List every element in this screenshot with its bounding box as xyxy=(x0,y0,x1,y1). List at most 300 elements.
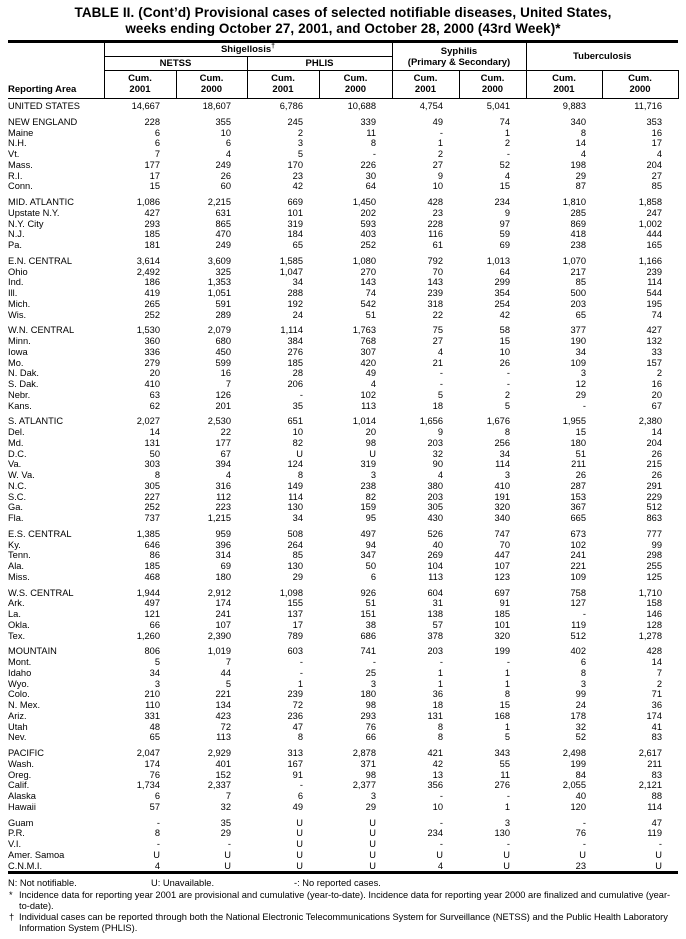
value-cell: 1,810 xyxy=(562,197,586,207)
value-cell: 1,353 xyxy=(207,277,231,288)
value-cell: 199 xyxy=(494,646,510,657)
value-cell: 2 xyxy=(656,368,663,379)
value-cell: 55 xyxy=(499,758,510,769)
value-cell: 180 xyxy=(215,571,231,582)
table-row xyxy=(8,609,678,620)
value-cell: 247 xyxy=(646,207,663,218)
value-cell: 4 xyxy=(437,346,443,357)
value-cell: - xyxy=(439,839,443,849)
table-row xyxy=(8,818,678,829)
value-cell: 203 xyxy=(427,437,443,448)
value-cell: 1,166 xyxy=(638,255,663,266)
value-cell: 50 xyxy=(149,448,160,459)
value-cell: U xyxy=(503,860,510,871)
reporting-area-cell: V.I. xyxy=(8,839,22,849)
col-header-phlis-2001: Cum. 2001 xyxy=(247,71,319,99)
value-cell: 87 xyxy=(575,181,586,192)
table-row xyxy=(8,181,678,192)
value-cell: 314 xyxy=(215,550,231,561)
value-cell: 427 xyxy=(646,325,663,336)
table-row xyxy=(8,427,678,438)
value-cell: 305 xyxy=(427,502,443,513)
reporting-area-cell: N. Mex. xyxy=(8,700,41,710)
value-cell: 4 xyxy=(437,470,443,480)
value-cell: 38 xyxy=(365,619,376,630)
table-row xyxy=(8,722,678,733)
value-cell: 255 xyxy=(646,561,663,571)
value-cell: 82 xyxy=(292,437,303,448)
value-cell: 62 xyxy=(149,400,160,411)
value-cell: 236 xyxy=(287,710,303,721)
col-header-syphilis-2001: Cum. 2001 xyxy=(392,71,459,99)
value-cell: 18 xyxy=(432,400,443,411)
value-cell: 1,710 xyxy=(638,587,663,598)
table-row xyxy=(8,256,678,267)
value-cell: 29 xyxy=(365,801,376,812)
value-cell: 17 xyxy=(149,170,160,181)
value-cell: 2,079 xyxy=(207,325,231,336)
value-cell: 51 xyxy=(365,598,376,609)
value-cell: 185 xyxy=(287,357,303,368)
value-cell: U xyxy=(369,860,376,871)
value-cell: 1 xyxy=(504,801,510,812)
reporting-area-cell: Mass. xyxy=(8,159,33,170)
table-title-line1: TABLE II. (Cont’d) Provisional cases of selected notifiable diseases, United States, xyxy=(74,5,612,20)
value-cell: U xyxy=(369,828,376,839)
value-cell: 2,027 xyxy=(136,416,160,427)
value-cell: 6 xyxy=(154,138,160,149)
table-row xyxy=(8,839,678,850)
value-cell: 353 xyxy=(646,116,663,127)
value-cell: U xyxy=(296,860,303,871)
reporting-area-cell: Fla. xyxy=(8,513,24,523)
shigellosis-dagger: † xyxy=(271,42,276,50)
value-cell: 74 xyxy=(651,309,663,320)
reporting-area-header: Reporting Area xyxy=(8,42,104,99)
value-cell: 85 xyxy=(292,550,303,561)
value-cell: 6 xyxy=(154,127,160,138)
table-row xyxy=(8,229,678,240)
value-cell: 450 xyxy=(215,346,231,357)
value-cell: 10 xyxy=(499,346,510,357)
table-row xyxy=(8,802,678,813)
value-cell: 74 xyxy=(365,288,376,298)
value-cell: 599 xyxy=(215,357,231,368)
value-cell: 47 xyxy=(651,817,663,828)
value-cell: 51 xyxy=(575,448,586,459)
col-header-netss-2001: Cum. 2001 xyxy=(104,71,176,99)
value-cell: 126 xyxy=(215,389,231,400)
value-cell: 396 xyxy=(215,539,231,550)
value-cell: 239 xyxy=(646,266,663,277)
value-cell: 8 xyxy=(370,138,376,149)
value-cell: 1,215 xyxy=(207,513,231,523)
reporting-area-cell: N. Dak. xyxy=(8,368,39,379)
table-row xyxy=(8,240,678,251)
table-row xyxy=(8,416,678,427)
value-cell: 394 xyxy=(215,459,231,470)
value-cell: 356 xyxy=(427,780,443,791)
reporting-area-cell: W.N. CENTRAL xyxy=(8,325,75,336)
value-cell: 1 xyxy=(504,127,510,138)
value-cell: 421 xyxy=(427,748,443,758)
value-cell: 863 xyxy=(646,513,663,523)
value-cell: 249 xyxy=(215,159,231,170)
value-cell: 174 xyxy=(215,598,231,609)
value-cell: 14 xyxy=(651,657,663,667)
reporting-area-cell: E.S. CENTRAL xyxy=(8,528,72,539)
value-cell: 125 xyxy=(646,571,663,582)
table-row xyxy=(8,277,678,288)
value-cell: 1,019 xyxy=(207,646,231,657)
value-cell: 3 xyxy=(154,678,160,689)
value-cell: 10 xyxy=(432,181,443,192)
value-cell: 354 xyxy=(494,288,510,298)
value-cell: 202 xyxy=(360,207,376,218)
value-cell: 123 xyxy=(494,571,510,582)
value-cell: 23 xyxy=(432,207,443,218)
value-cell: - xyxy=(439,791,443,801)
value-cell: 869 xyxy=(570,218,586,229)
table-row xyxy=(8,561,678,572)
value-cell: U xyxy=(655,860,663,871)
value-cell: 697 xyxy=(494,587,510,598)
value-cell: 291 xyxy=(646,480,663,491)
value-cell: - xyxy=(582,609,586,619)
value-cell: 6 xyxy=(297,791,303,801)
value-cell: 2,377 xyxy=(352,780,376,791)
table-row xyxy=(8,700,678,711)
value-cell: 865 xyxy=(215,218,231,229)
value-cell: 34 xyxy=(292,513,303,523)
value-cell: 26 xyxy=(499,357,510,368)
value-cell: 665 xyxy=(570,513,586,523)
value-cell: 631 xyxy=(215,207,231,218)
value-cell: 1,734 xyxy=(136,780,160,791)
value-cell: 59 xyxy=(499,229,510,240)
table-row xyxy=(8,171,678,182)
value-cell: 67 xyxy=(220,448,231,459)
value-cell: 168 xyxy=(494,710,510,721)
reporting-area-cell: La. xyxy=(8,609,21,619)
reporting-area-cell: Pa. xyxy=(8,240,22,250)
value-cell: 29 xyxy=(575,389,586,400)
legend-unavailable: U: Unavailable. xyxy=(151,878,215,889)
value-cell: 36 xyxy=(651,700,663,710)
value-cell: 3 xyxy=(297,138,303,149)
value-cell: 66 xyxy=(149,619,160,630)
reporting-area-cell: Kans. xyxy=(8,400,32,411)
value-cell: 298 xyxy=(646,550,663,561)
value-cell: 6 xyxy=(225,138,231,149)
value-cell: 21 xyxy=(432,357,443,368)
value-cell: 26 xyxy=(220,170,231,181)
reporting-area-cell: Wash. xyxy=(8,758,35,769)
value-cell: 198 xyxy=(570,159,586,170)
value-cell: U xyxy=(224,860,231,871)
footnote-star-marker: * xyxy=(9,890,13,901)
value-cell: 1,585 xyxy=(279,255,303,266)
value-cell: 401 xyxy=(215,758,231,769)
table-row xyxy=(8,732,678,743)
value-cell: 190 xyxy=(570,336,586,346)
value-cell: 185 xyxy=(494,609,510,619)
reporting-area-cell: Alaska xyxy=(8,791,36,801)
value-cell: 470 xyxy=(215,229,231,240)
value-cell: 26 xyxy=(651,448,663,459)
value-cell: 419 xyxy=(144,288,160,298)
value-cell: 34 xyxy=(499,448,510,459)
value-cell: 307 xyxy=(360,346,376,357)
value-cell: - xyxy=(156,817,160,828)
value-cell: 512 xyxy=(646,502,663,513)
value-cell: 1,114 xyxy=(280,325,303,336)
value-cell: 3 xyxy=(370,678,376,689)
value-cell: 26 xyxy=(651,470,663,480)
table-row xyxy=(8,219,678,230)
value-cell: 2,878 xyxy=(352,748,376,758)
value-cell: 1 xyxy=(504,721,510,732)
value-cell: 90 xyxy=(432,459,443,470)
value-cell: 143 xyxy=(427,277,443,288)
table-row xyxy=(8,598,678,609)
value-cell: 15 xyxy=(149,181,160,192)
table-row xyxy=(8,502,678,513)
table-row xyxy=(8,325,678,336)
value-cell: 3 xyxy=(580,678,586,689)
reporting-area-cell: Upstate N.Y. xyxy=(8,207,60,218)
value-cell: 1,098 xyxy=(279,587,303,598)
value-cell: 1,278 xyxy=(638,630,663,641)
value-cell: U xyxy=(503,849,510,860)
value-cell: 1,086 xyxy=(136,197,160,207)
value-cell: 84 xyxy=(575,769,586,780)
value-cell: 8 xyxy=(580,127,586,138)
value-cell: 11,716 xyxy=(634,101,663,111)
table-header xyxy=(8,42,678,99)
value-cell: 2,337 xyxy=(207,780,231,791)
value-cell: - xyxy=(506,839,510,849)
value-cell: 130 xyxy=(494,828,510,839)
value-cell: 131 xyxy=(144,437,160,448)
value-cell: 252 xyxy=(144,309,160,320)
col-header-tb-2000: Cum. 2000 xyxy=(602,71,678,99)
value-cell: - xyxy=(658,839,663,849)
value-cell: 174 xyxy=(646,710,663,721)
value-cell: 185 xyxy=(144,561,160,571)
value-cell: U xyxy=(369,817,376,828)
value-cell: 60 xyxy=(220,181,231,192)
value-cell: 66 xyxy=(365,732,376,743)
value-cell: 347 xyxy=(360,550,376,561)
value-cell: 128 xyxy=(646,619,663,630)
value-cell: 83 xyxy=(651,769,663,780)
reporting-area-cell: Ariz. xyxy=(8,710,27,721)
value-cell: 4 xyxy=(225,149,231,159)
value-cell: 94 xyxy=(365,539,376,550)
value-cell: 4 xyxy=(225,470,231,480)
reporting-area-cell: N.C. xyxy=(8,480,27,491)
value-cell: 99 xyxy=(651,539,663,550)
value-cell: 331 xyxy=(144,710,160,721)
reporting-area-cell: Ohio xyxy=(8,266,28,277)
value-cell: 185 xyxy=(144,229,160,240)
value-cell: 204 xyxy=(646,437,663,448)
value-cell: 3 xyxy=(370,791,376,801)
value-cell: 48 xyxy=(149,721,160,732)
reporting-area-cell: Vt. xyxy=(8,149,20,159)
value-cell: 418 xyxy=(570,229,586,240)
value-cell: 758 xyxy=(570,587,586,598)
value-cell: 428 xyxy=(427,197,443,207)
value-cell: 500 xyxy=(570,288,586,298)
value-cell: 195 xyxy=(646,298,663,309)
table-row xyxy=(8,780,678,791)
value-cell: 289 xyxy=(215,309,231,320)
table-row xyxy=(8,401,678,412)
value-cell: 98 xyxy=(365,769,376,780)
syphilis-group-header xyxy=(392,42,526,71)
value-cell: 109 xyxy=(570,357,586,368)
phlis-subgroup-header: PHLIS xyxy=(247,57,392,71)
reporting-area-cell: S.C. xyxy=(8,491,27,502)
value-cell: 423 xyxy=(215,710,231,721)
value-cell: 110 xyxy=(145,700,160,710)
value-cell: 76 xyxy=(575,828,586,839)
value-cell: 239 xyxy=(287,689,303,700)
value-cell: 3 xyxy=(580,368,586,379)
value-cell: 591 xyxy=(215,298,231,309)
value-cell: - xyxy=(439,379,443,389)
value-cell: 1 xyxy=(504,678,510,689)
value-cell: 50 xyxy=(365,561,376,571)
value-cell: 2,912 xyxy=(207,587,231,598)
value-cell: 8 xyxy=(297,732,303,743)
value-cell: 91 xyxy=(499,598,510,609)
value-cell: 130 xyxy=(287,561,303,571)
table-row xyxy=(8,540,678,551)
value-cell: 2,380 xyxy=(638,416,663,427)
footnotes xyxy=(8,878,678,933)
value-cell: 340 xyxy=(494,513,510,523)
reporting-area-cell: E.N. CENTRAL xyxy=(8,255,73,266)
value-cell: 107 xyxy=(215,619,231,630)
value-cell: - xyxy=(582,817,586,828)
table-row xyxy=(8,160,678,171)
value-cell: 88 xyxy=(651,791,663,801)
value-cell: 215 xyxy=(646,459,663,470)
value-cell: 270 xyxy=(360,266,376,277)
value-cell: 343 xyxy=(494,748,510,758)
value-cell: 76 xyxy=(365,721,376,732)
value-cell: 18,607 xyxy=(202,101,231,111)
value-cell: 792 xyxy=(427,255,443,266)
value-cell: 544 xyxy=(646,288,663,298)
value-cell: 4 xyxy=(437,860,443,871)
value-cell: 127 xyxy=(570,598,586,609)
value-cell: 276 xyxy=(494,780,510,791)
value-cell: 61 xyxy=(432,240,443,250)
value-cell: 63 xyxy=(149,389,160,400)
value-cell: 10 xyxy=(220,127,231,138)
footnote-star-text: Incidence data for reporting year 2001 are provisional and cumulative (year-to-date). Incidence data for reporting year 2000 are finalized and cumulative (year-to-date). xyxy=(19,890,671,911)
reporting-area-cell: Ala. xyxy=(8,561,25,571)
value-cell: 221 xyxy=(570,561,586,571)
value-cell: 18 xyxy=(432,700,443,710)
value-cell: 34 xyxy=(292,277,303,288)
value-cell: 14 xyxy=(651,427,663,437)
value-cell: 58 xyxy=(499,325,510,336)
table-row xyxy=(8,336,678,347)
value-cell: 16 xyxy=(651,127,663,138)
value-cell: 226 xyxy=(360,159,376,170)
value-cell: 1,002 xyxy=(638,218,663,229)
value-cell: 3,609 xyxy=(207,255,231,266)
value-cell: 86 xyxy=(149,550,160,561)
value-cell: 604 xyxy=(427,587,443,598)
reporting-area-cell: N.J. xyxy=(8,229,25,240)
reporting-area-cell: MID. ATLANTIC xyxy=(8,197,74,207)
value-cell: 410 xyxy=(494,480,510,491)
value-cell: 153 xyxy=(570,491,586,502)
value-cell: 109 xyxy=(570,571,586,582)
reporting-area-cell: S. Dak. xyxy=(8,379,39,389)
table-row xyxy=(8,588,678,599)
value-cell: - xyxy=(372,657,376,667)
value-cell: 5 xyxy=(504,732,510,743)
shigellosis-group-header xyxy=(104,42,392,57)
value-cell: U xyxy=(369,839,376,849)
value-cell: 8 xyxy=(580,667,586,678)
value-cell: 1,530 xyxy=(136,325,160,336)
reporting-area-cell: Mich. xyxy=(8,298,31,309)
value-cell: 2 xyxy=(504,138,510,149)
value-cell: 2 xyxy=(437,149,443,159)
value-cell: 542 xyxy=(360,298,376,309)
table-title xyxy=(8,5,678,37)
table-row xyxy=(8,861,678,873)
reporting-area-cell: Conn. xyxy=(8,181,33,192)
col-header-phlis-2000: Cum. 2000 xyxy=(319,71,392,99)
value-cell: 1,070 xyxy=(562,255,586,266)
col-header-tb-2001: Cum. 2001 xyxy=(526,71,602,99)
value-cell: 186 xyxy=(144,277,160,288)
value-cell: 646 xyxy=(144,539,160,550)
value-cell: 741 xyxy=(360,646,376,657)
value-cell: 777 xyxy=(646,528,663,539)
legend-not-notifiable: N: Not notifiable. xyxy=(8,878,77,889)
value-cell: 227 xyxy=(144,491,160,502)
value-cell: 97 xyxy=(499,218,510,229)
value-cell: 192 xyxy=(287,298,303,309)
value-cell: 42 xyxy=(432,758,443,769)
value-cell: 32 xyxy=(575,721,586,732)
value-cell: 4,754 xyxy=(419,101,443,111)
reporting-area-cell: Idaho xyxy=(8,667,32,678)
footnote-dagger-marker: † xyxy=(9,912,15,923)
value-cell: 1 xyxy=(437,138,443,149)
value-cell: 293 xyxy=(144,218,160,229)
value-cell: 52 xyxy=(499,159,510,170)
value-cell: 119 xyxy=(647,828,663,839)
value-cell: 124 xyxy=(287,459,303,470)
value-cell: 113 xyxy=(216,732,231,743)
value-cell: U xyxy=(296,828,303,839)
table-row xyxy=(8,368,678,379)
reporting-area-cell: Tenn. xyxy=(8,550,31,561)
value-cell: 49 xyxy=(292,801,303,812)
value-cell: 603 xyxy=(287,646,303,657)
